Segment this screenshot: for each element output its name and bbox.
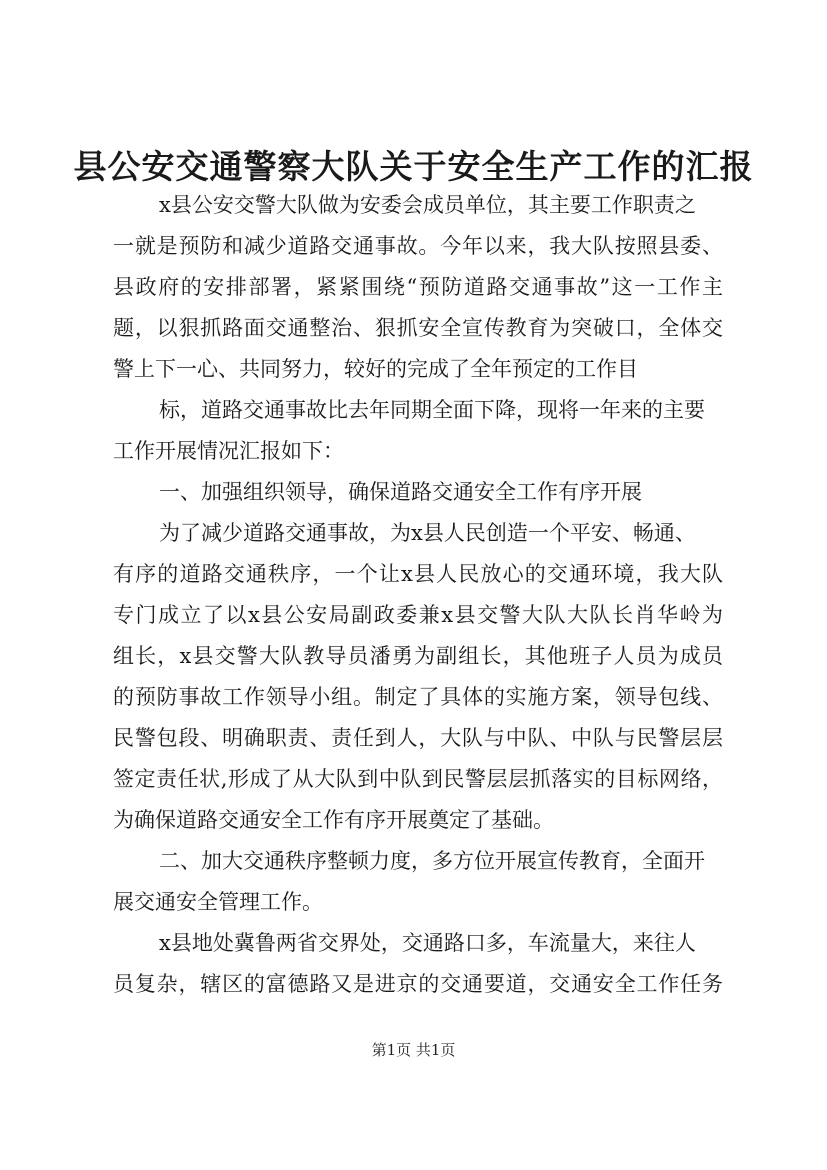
- body-line: 的预防事故工作领导小组。制定了具体的实施方案，领导包线、: [113, 685, 723, 709]
- body-line: 有序的道路交通秩序，一个让x县人民放心的交通环境，我大队: [113, 562, 723, 586]
- body-line: 组长，x县交警大队教导员潘勇为副组长，其他班子人员为成员: [113, 644, 723, 668]
- body-line: 工作开展情况汇报如下：: [113, 439, 344, 463]
- body-line: 员复杂，辖区的富德路又是进京的交通要道，交通安全工作任务: [113, 972, 723, 996]
- body-line: 县政府的安排部署，紧紧围绕“预防道路交通事故”这一工作主: [113, 275, 723, 299]
- body-line: 一就是预防和减少道路交通事故。今年以来，我大队按照县委、: [113, 234, 723, 258]
- body-line: x县公安交警大队做为安委会成员单位，其主要工作职责之: [159, 193, 696, 217]
- body-line: 民警包段、明确职责、责任到人，大队与中队、中队与民警层层: [113, 726, 723, 750]
- body-line: 标，道路交通事故比去年同期全面下降，现将一年来的主要: [159, 398, 705, 422]
- section-heading: 一、加强组织领导，确保道路交通安全工作有序开展: [159, 480, 642, 504]
- body-line: 专门成立了以x县公安局副政委兼x县交警大队大队长肖华岭为: [113, 603, 723, 627]
- section-heading: 二、加大交通秩序整顿力度，多方位开展宣传教育，全面开: [159, 849, 705, 873]
- body-line: 为了减少道路交通事故，为x县人民创造一个平安、畅通、: [159, 521, 696, 545]
- body-line: 警上下一心、共同努力，较好的完成了全年预定的工作目: [113, 357, 638, 381]
- document-body: [113, 175, 723, 1005]
- body-line: 签定责任状,形成了从大队到中队到民警层层抓落实的目标网络，: [113, 767, 723, 791]
- body-line: 题，以狠抓路面交通整治、狠抓安全宣传教育为突破口，全体交: [113, 316, 723, 340]
- page-footer: 第1页 共1页: [371, 1041, 456, 1059]
- document-title: 县公安交通警察大队关于安全生产工作的汇报: [73, 147, 754, 186]
- body-line: 为确保道路交通安全工作有序开展奠定了基础。: [113, 808, 554, 832]
- body-line: x县地处冀鲁两省交界处，交通路口多，车流量大，来往人: [159, 931, 696, 955]
- body-line: 展交通安全管理工作。: [113, 890, 323, 914]
